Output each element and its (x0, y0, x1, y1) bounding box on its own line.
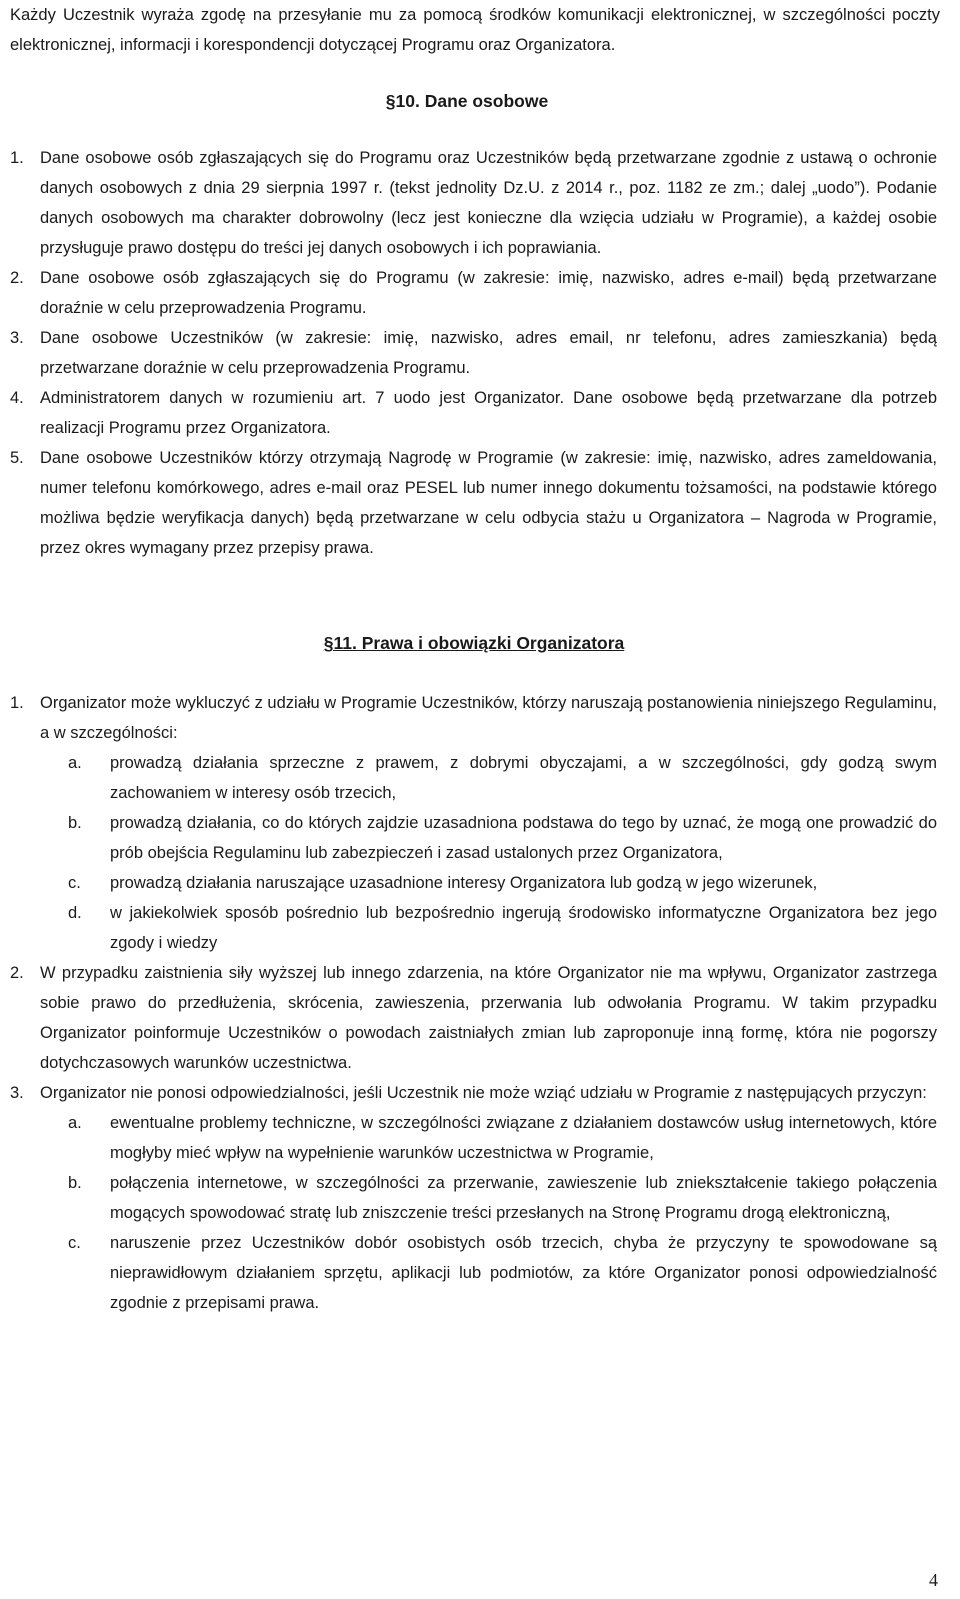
intro-paragraph: Każdy Uczestnik wyraża zgodę na przesyłanie mu za pomocą środków komunikacji elektronicznej, w szczególności poczty elektronicznej, informacji i korespondencji dotyczącej Programu oraz Organizatora. (10, 6, 940, 54)
subitem-letter: a. (68, 754, 82, 772)
subitem-letter: a. (68, 1114, 82, 1132)
section-10-list (10, 143, 937, 563)
list-item (10, 323, 937, 383)
item-number: 1. (10, 149, 24, 167)
sublist-item (40, 898, 937, 958)
subitem-text: prowadzą działania sprzeczne z prawem, z dobrymi obyczajami, a w szczególności, gdy godzą swym zachowaniem w interesy osób trzecich, (110, 754, 937, 802)
subitem-letter: b. (68, 814, 82, 832)
sublist-item (40, 748, 937, 808)
item-text: Dane osobowe osób zgłaszających się do Programu oraz Uczestników będą przetwarzane zgodnie z ustawą o ochronie danych osobowych z dnia 29 sierpnia 1997 r. (tekst jednolity Dz.U. z 2014 r., poz. 1182 ze zm.; dalej „uodo”). Podanie danych osobowych ma charakter dobrowolny (lecz jest konieczne dla wzięcia udziału w Programie), a każdej osobie przysługuje prawo dostępu do treści jej danych osobowych i ich poprawiania. (40, 149, 937, 257)
sublist (40, 1108, 937, 1318)
subitem-letter: c. (68, 1234, 81, 1252)
subitem-letter: d. (68, 904, 82, 922)
list-item (10, 383, 937, 443)
item-number: 2. (10, 964, 24, 982)
list-item (10, 1078, 937, 1108)
subitem-text: ewentualne problemy techniczne, w szczególności związane z działaniem dostawców usług internetowych, które mogłyby mieć wpływ na wypełnienie warunków uczestnictwa w Programie, (110, 1114, 937, 1162)
item-number: 3. (10, 329, 24, 347)
subitem-text: prowadzą działania, co do których zajdzie uzasadniona podstawa do tego by uznać, że mogą one prowadzić do prób obejścia Regulaminu lub zabezpieczeń i zasad ustalonych przez Organizatora, (110, 814, 937, 862)
item-text: Organizator nie ponosi odpowiedzialności, jeśli Uczestnik nie może wziąć udziału w Programie z następujących przyczyn: (40, 1084, 927, 1102)
sublist-item (40, 1108, 937, 1168)
section-11-heading-text: §11. Prawa i obowiązki Organizatora (323, 633, 625, 653)
item-text: Dane osobowe Uczestników którzy otrzymają Nagrodę w Programie (w zakresie: imię, nazwisko, adres zameldowania, numer telefonu komórkowego, adres e-mail oraz PESEL lub numer innego dokumentu tożsamości, na podstawie którego możliwa będzie weryfikacja danych) będą przetwarzane w celu odbycia stażu u Organizatora – Nagroda w Programie, przez okres wymagany przez przepisy prawa. (40, 449, 937, 557)
subitem-text: naruszenie przez Uczestników dobór osobistych osób trzecich, chyba że przyczyny te spowodowane są nieprawidłowym działaniem sprzętu, aplikacji lub podmiotów, za które Organizator ponosi odpowiedzialność zgodnie z przepisami prawa. (110, 1234, 937, 1312)
section-11-heading (0, 628, 954, 658)
item-number: 3. (10, 1084, 24, 1102)
list-item (10, 958, 937, 1078)
item-number: 1. (10, 694, 24, 712)
list-item (10, 143, 937, 263)
sublist-item (40, 1228, 937, 1318)
subitem-text: prowadzą działania naruszające uzasadnione interesy Organizatora lub godzą w jego wizerunek, (110, 874, 818, 892)
subitem-text: w jakiekolwiek sposób pośrednio lub bezpośrednio ingerują środowisko informatyczne Organizatora bez jego zgody i wiedzy (110, 904, 937, 952)
item-text: Organizator może wykluczyć z udziału w Programie Uczestników, którzy naruszają postanowienia niniejszego Regulaminu, a w szczególności: (40, 694, 937, 742)
sublist-item (40, 808, 937, 868)
item-number: 2. (10, 269, 24, 287)
subitem-letter: c. (68, 874, 81, 892)
list-item (10, 263, 937, 323)
section-10-heading: §10. Dane osobowe (385, 91, 549, 111)
item-number: 4. (10, 389, 24, 407)
item-text: Dane osobowe Uczestników (w zakresie: imię, nazwisko, adres email, nr telefonu, adres zamieszkania) będą przetwarzane doraźnie w celu przeprowadzenia Programu. (40, 329, 937, 377)
section-11-list (10, 688, 937, 1318)
sublist (40, 748, 937, 958)
item-text: Dane osobowe osób zgłaszających się do Programu (w zakresie: imię, nazwisko, adres e-mail) będą przetwarzane doraźnie w celu przeprowadzenia Programu. (40, 269, 937, 317)
sublist-item (40, 1168, 937, 1228)
list-item (10, 688, 937, 748)
list-item (10, 443, 937, 563)
sublist-item (40, 868, 937, 898)
subitem-text: połączenia internetowe, w szczególności za przerwanie, zawieszenie lub zniekształcenie takiego połączenia mogących spowodować stratę lub zniszczenie treści przesłanych na Stronę Programu drogą elektroniczną, (110, 1174, 937, 1222)
item-number: 5. (10, 449, 24, 467)
subitem-letter: b. (68, 1174, 82, 1192)
item-text: Administratorem danych w rozumieniu art. 7 uodo jest Organizator. Dane osobowe będą przetwarzane dla potrzeb realizacji Programu przez Organizatora. (40, 389, 937, 437)
item-text: W przypadku zaistnienia siły wyższej lub innego zdarzenia, na które Organizator nie ma wpływu, Organizator zastrzega sobie prawo do przedłużenia, skrócenia, zawieszenia, przerwania lub odwołania Programu. W takim przypadku Organizator poinformuje Uczestników o powodach zaistniałych zmian lub zaproponuje inną formę, która nie pogorszy dotychczasowych warunków uczestnictwa. (40, 964, 937, 1072)
page-number: 4 (929, 1570, 938, 1590)
